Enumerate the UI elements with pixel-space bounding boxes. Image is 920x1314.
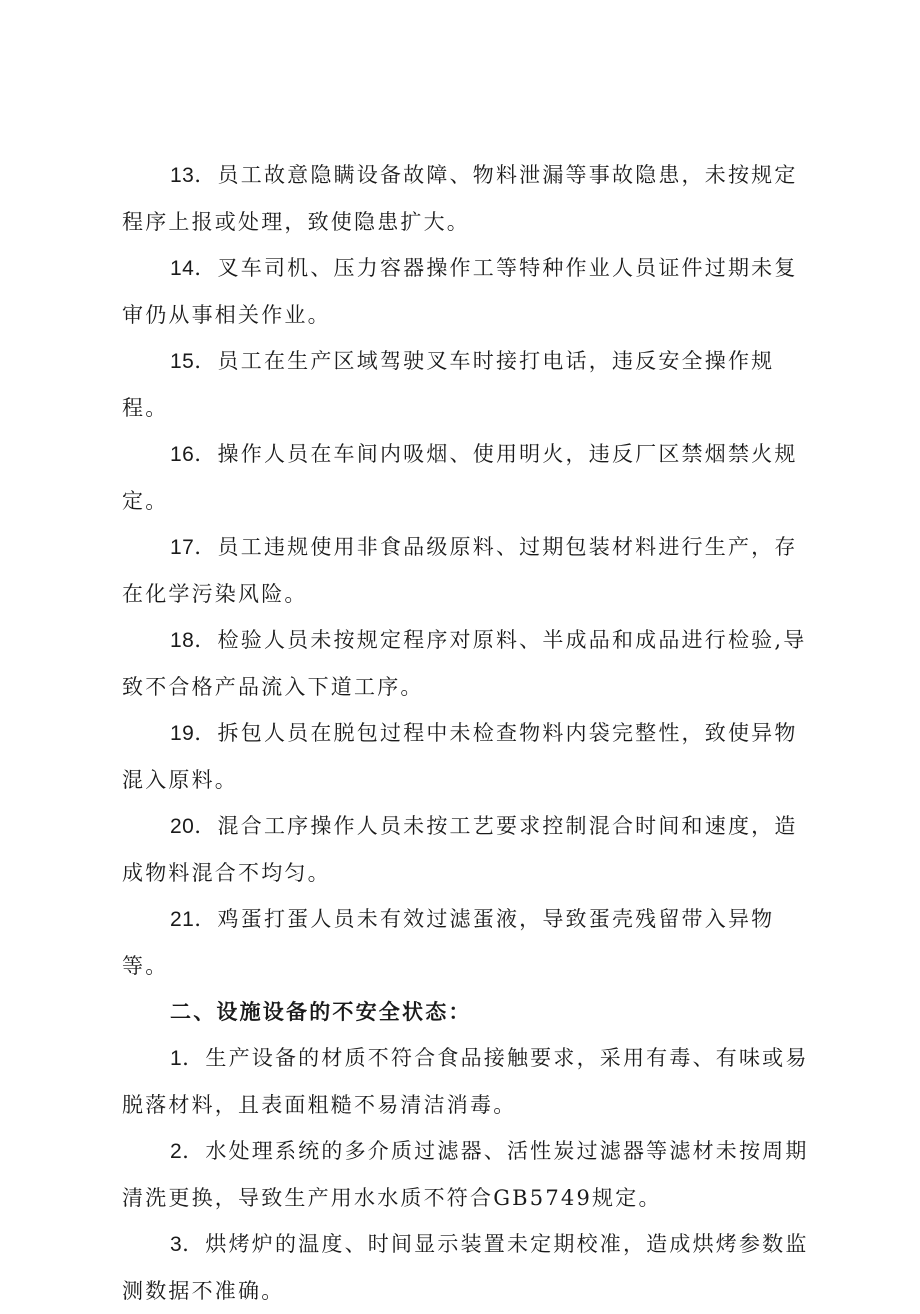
section-heading: 二、设施设备的不安全状态： xyxy=(170,1000,472,1024)
section-item-3 xyxy=(122,1221,818,1314)
item-number: 1 xyxy=(170,1047,183,1070)
list-item-17 xyxy=(122,524,818,617)
item-number: 20 xyxy=(170,815,195,838)
item-text: ．员工故意隐瞒设备故障、物料泄漏等事故隐患，未按规定程序上报或处理，致使隐患扩大。 xyxy=(122,163,798,234)
section-item-1 xyxy=(122,1035,818,1128)
item-text: ．检验人员未按规定程序对原料、半成品和成品进行检验,导致不合格产品流入下道工序。 xyxy=(122,628,807,699)
list-item-13 xyxy=(122,152,818,245)
list-item-15 xyxy=(122,338,818,431)
document-body xyxy=(122,152,818,1314)
item-number: 21 xyxy=(170,908,195,931)
item-text: ．拆包人员在脱包过程中未检查物料内袋完整性，致使异物混入原料。 xyxy=(122,721,798,792)
item-number: 18 xyxy=(170,629,195,652)
item-text: ．生产设备的材质不符合食品接触要求，采用有毒、有味或易脱落材料，且表面粗糙不易清洁消毒。 xyxy=(122,1046,809,1117)
list-item-21 xyxy=(122,896,818,989)
item-number: 16 xyxy=(170,443,195,466)
item-text: ．员工违规使用非食品级原料、过期包装材料进行生产，存在化学污染风险。 xyxy=(122,535,798,606)
section-item-2 xyxy=(122,1128,818,1221)
item-text: ．员工在生产区域驾驶叉车时接打电话，违反安全操作规程。 xyxy=(122,349,775,420)
item-text: ．水处理系统的多介质过滤器、活性炭过滤器等滤材未按周期清洗更换，导致生产用水水质不符合GB5749规定。 xyxy=(122,1139,809,1210)
item-text: ．混合工序操作人员未按工艺要求控制混合时间和速度，造成物料混合不均匀。 xyxy=(122,814,798,885)
list-item-19 xyxy=(122,710,818,803)
item-text: ．叉车司机、压力容器操作工等特种作业人员证件过期未复审仍从事相关作业。 xyxy=(122,256,798,327)
item-number: 2 xyxy=(170,1140,183,1163)
item-number: 13 xyxy=(170,164,195,187)
item-number: 14 xyxy=(170,257,195,280)
item-number: 19 xyxy=(170,722,195,745)
list-item-18 xyxy=(122,617,818,710)
list-item-16 xyxy=(122,431,818,524)
list-item-14 xyxy=(122,245,818,338)
item-text: ．操作人员在车间内吸烟、使用明火，违反厂区禁烟禁火规定。 xyxy=(122,442,798,513)
item-number: 17 xyxy=(170,536,195,559)
list-item-20 xyxy=(122,803,818,896)
item-number: 15 xyxy=(170,350,195,373)
item-text: ．烘烤炉的温度、时间显示装置未定期校准，造成烘烤参数监测数据不准确。 xyxy=(122,1232,809,1303)
item-number: 3 xyxy=(170,1233,183,1256)
item-text: ．鸡蛋打蛋人员未有效过滤蛋液，导致蛋壳残留带入异物等。 xyxy=(122,907,775,978)
